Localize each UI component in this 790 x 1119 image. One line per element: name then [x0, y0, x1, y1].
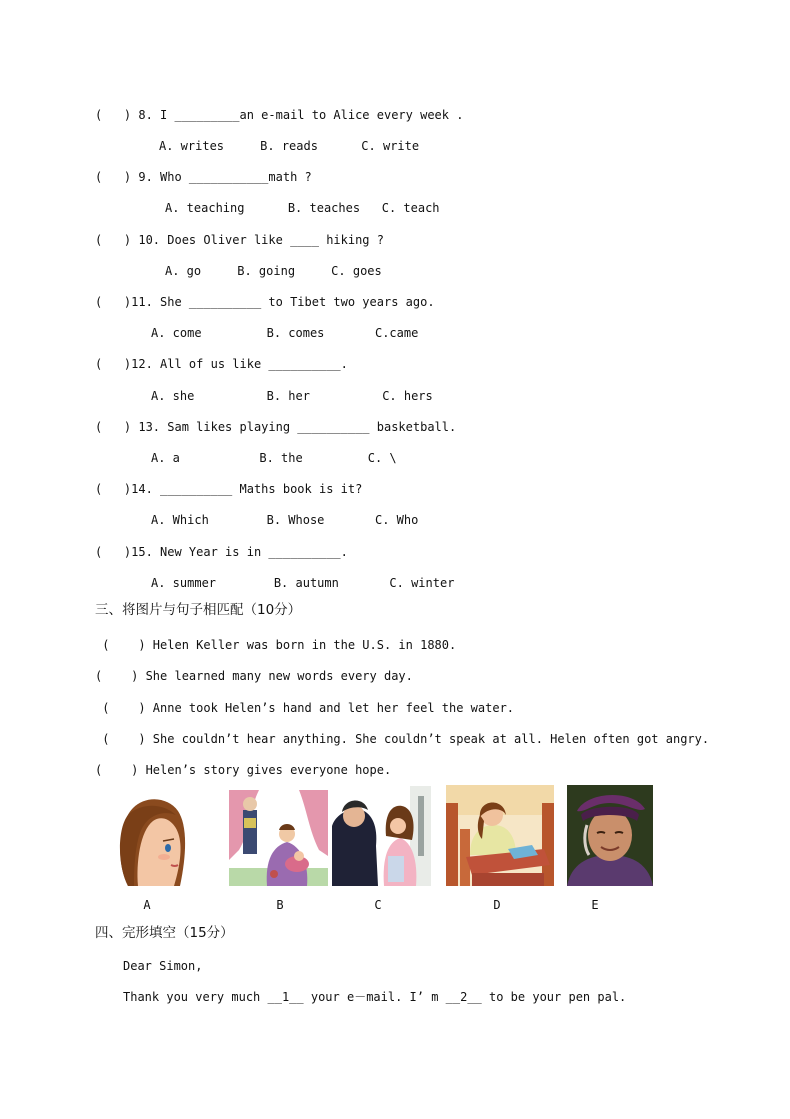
picture-letter-c: C — [374, 898, 382, 912]
question-11-options: A. come B. comes C.came — [151, 326, 419, 340]
picture-letter-a: A — [143, 898, 151, 912]
question-14-stem: ( )14. __________ Maths book is it? — [95, 482, 363, 496]
question-10-options: A. go B. going C. goes — [165, 264, 382, 278]
match-sentence-1: ( ) Helen Keller was born in the U.S. in 1880. — [95, 638, 457, 652]
question-9-stem: ( ) 9. Who ___________math ? — [95, 170, 312, 184]
old-woman-with-hat-illustration — [567, 785, 653, 886]
section-4-heading: 四、完形填空（15分） — [95, 925, 234, 941]
question-10-stem: ( ) 10. Does Oliver like ____ hiking ? — [95, 233, 384, 247]
question-15-stem: ( )15. New Year is in __________. — [95, 545, 348, 559]
question-13-stem: ( ) 13. Sam likes playing __________ basketball. — [95, 420, 457, 434]
question-13-options: A. a B. the C. \ — [151, 451, 397, 465]
girl-reading-at-desk-illustration — [446, 785, 554, 886]
question-12-options: A. she B. her C. hers — [151, 389, 433, 403]
girl-profile-illustration — [108, 793, 194, 886]
anne-and-helen-at-water-pump-illustration — [332, 786, 431, 886]
match-sentence-3: ( ) Anne took Helen’s hand and let her feel the water. — [95, 701, 515, 715]
question-8-stem: ( ) 8. I _________an e-mail to Alice every week . — [95, 108, 464, 122]
match-sentence-5: ( ) Helen’s story gives everyone hope. — [95, 763, 392, 777]
question-8-options: A. writes B. reads C. write — [159, 139, 420, 153]
match-sentence-4: ( ) She couldn’t hear anything. She couldn’t speak at all. Helen often got angry. — [95, 732, 710, 746]
section-3-heading: 三、将图片与句子相匹配（10分） — [95, 602, 302, 618]
cloze-line-1: Thank you very much __1__ your e－mail. I’ m __2__ to be your pen pal. — [123, 990, 627, 1004]
question-15-options: A. summer B. autumn C. winter — [151, 576, 455, 590]
picture-letter-b: B — [276, 898, 284, 912]
match-sentence-2: ( ) She learned many new words every day. — [95, 669, 413, 683]
letter-greeting: Dear Simon, — [123, 959, 203, 973]
question-11-stem: ( )11. She __________ to Tibet two years ago. — [95, 295, 435, 309]
question-9-options: A. teaching B. teaches C. teach — [165, 201, 440, 215]
picture-letter-d: D — [493, 898, 501, 912]
picture-letter-e: E — [591, 898, 599, 912]
question-14-options: A. Which B. Whose C. Who — [151, 513, 419, 527]
question-12-stem: ( )12. All of us like __________. — [95, 357, 348, 371]
parents-with-baby-illustration — [229, 790, 328, 886]
